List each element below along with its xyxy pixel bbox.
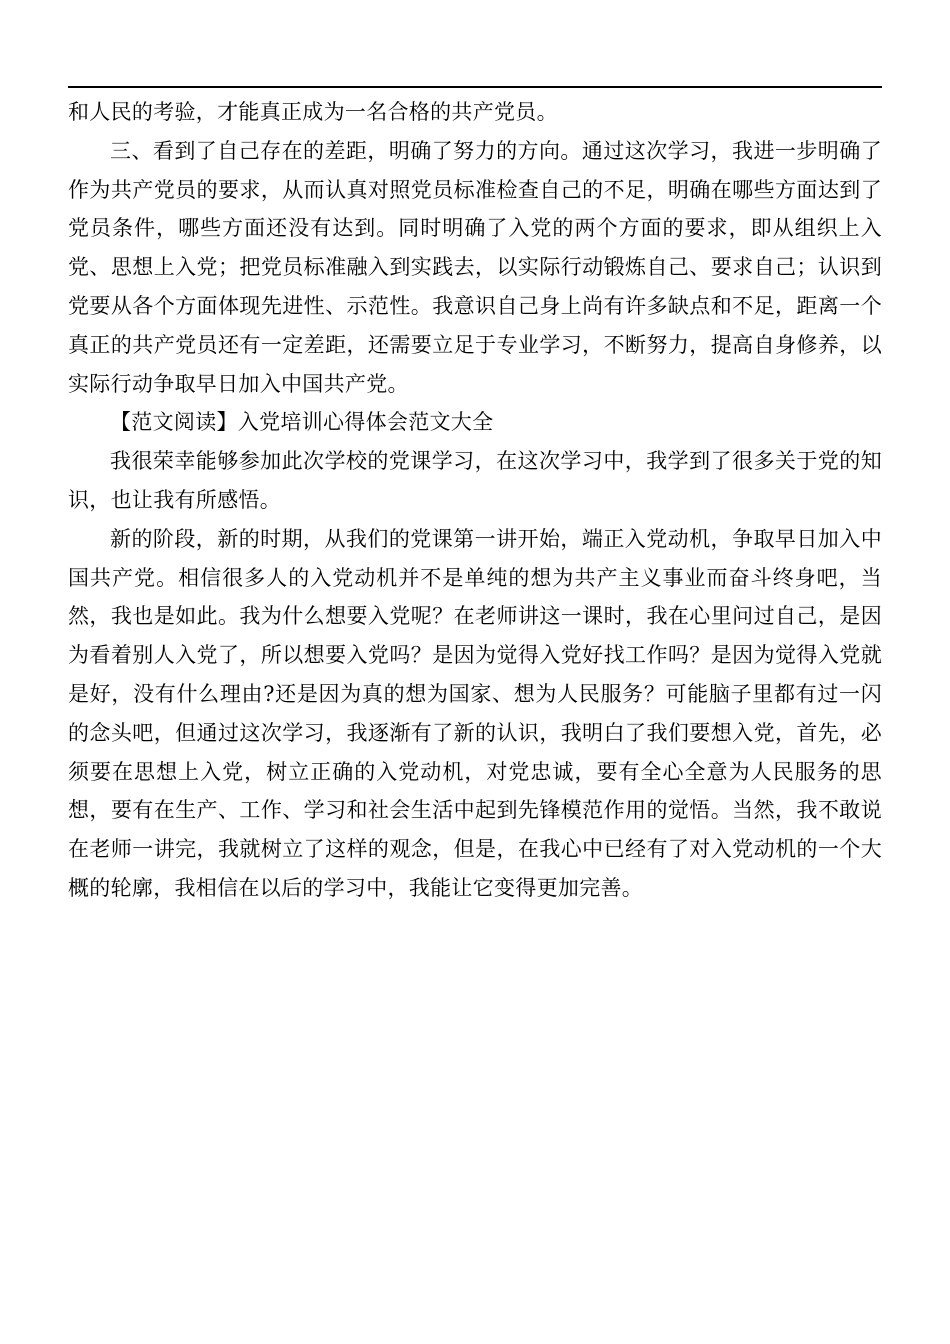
paragraph-continuation: 和人民的考验，才能真正成为一名合格的共产党员。 bbox=[68, 100, 558, 124]
paragraph-motivation: 新的阶段，新的时期，从我们的党课第一讲开始，端正入党动机，争取早日加入中国共产党。相信很多人的入党动机并不是单纯的想为共产主义事业而奋斗终身吧，当然，我也是如此。我为什么想要入党呢？在老师讲这一课时，我在心里问过自己，是因为看着别人入党了，所以想要入党吗？是因为觉得入党好找工作吗？是因为觉得入党就是好，没有什么理由?还是因为真的想为国家、想为人民服务？可能脑子里都有过一闪的念头吧，但通过这次学习，我逐渐有了新的认识，我明白了我们要想入党，首先，必须要在思想上入党，树立正确的入党动机，对党忠诚，要有全心全意为人民服务的思想，要有在生产、工作、学习和社会生活中起到先锋模范作用的觉悟。当然，我不敢说在老师一讲完，我就树立了这样的观念，但是，在我心中已经有了对入党动机的一个大概的轮廓，我相信在以后的学习中，我能让它变得更加完善。 bbox=[68, 526, 882, 900]
paragraph-intro: 我很荣幸能够参加此次学校的党课学习，在这次学习中，我学到了很多关于党的知识，也让我有所感悟。 bbox=[68, 449, 882, 512]
document-body bbox=[68, 93, 882, 908]
section-heading: 【范文阅读】入党培训心得体会范文大全 bbox=[110, 410, 494, 435]
paragraph-point-three: 三、看到了自己存在的差距，明确了努力的方向。通过这次学习，我进一步明确了作为共产党员的要求，从而认真对照党员标准检查自己的不足，明确在哪些方面达到了党员条件，哪些方面还没有达到。同时明确了入党的两个方面的要求，即从组织上入党、思想上入党；把党员标准融入到实践去，以实际行动锻炼自己、要求自己；认识到党要从各个方面体现先进性、示范性。我意识自己身上尚有许多缺点和不足，距离一个真正的共产党员还有一定差距，还需要立足于专业学习，不断努力，提高自身修养，以实际行动争取早日加入中国共产党。 bbox=[68, 138, 882, 396]
header-rule bbox=[68, 86, 882, 88]
